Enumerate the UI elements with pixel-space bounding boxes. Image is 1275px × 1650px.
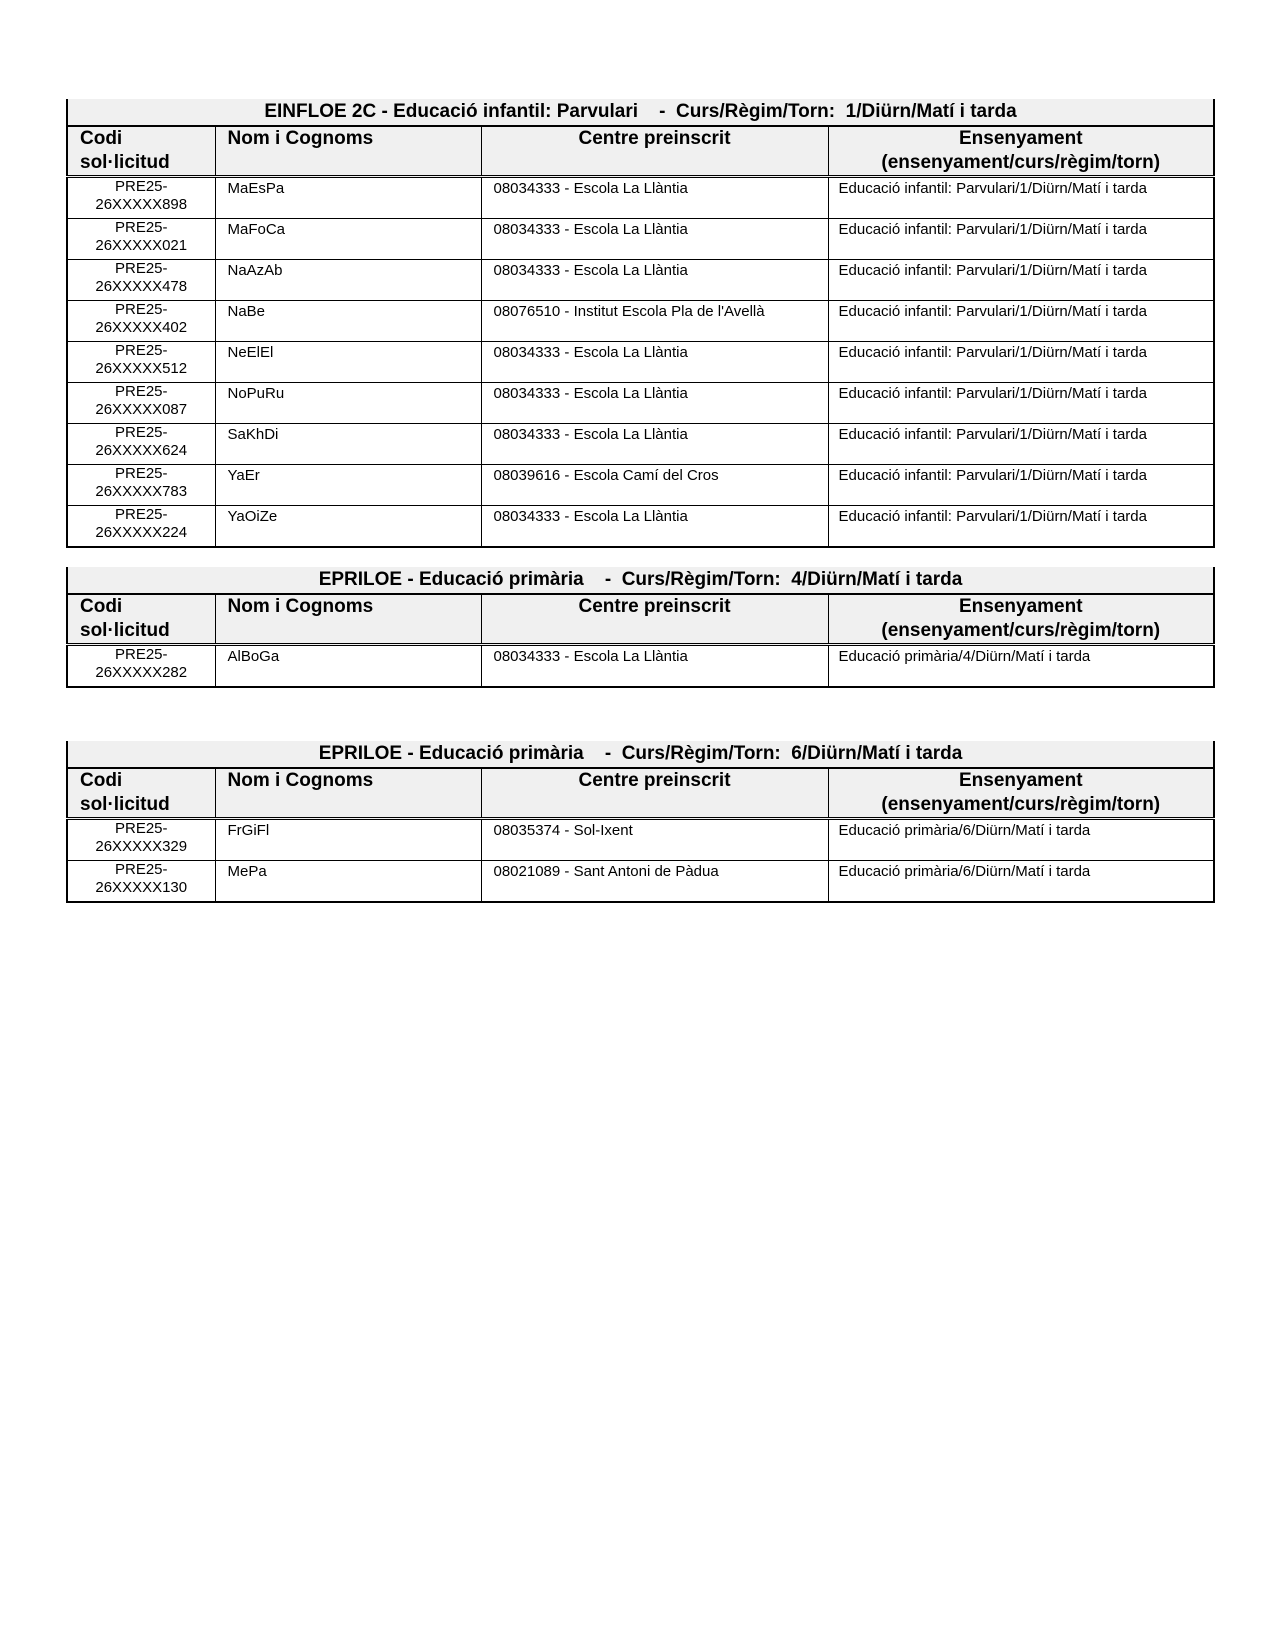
teaching: Educació infantil: Parvulari/1/Diürn/Matí i tarda — [828, 260, 1214, 301]
table-row — [67, 819, 1214, 861]
centre: 08034333 - Escola La Llàntia — [481, 177, 828, 219]
centre: 08076510 - Institut Escola Pla de l'Avellà — [481, 301, 828, 342]
teaching: Educació primària/6/Diürn/Matí i tarda — [828, 819, 1214, 861]
request-code: PRE25- 26XXXXX512 — [67, 342, 215, 383]
centre: 08034333 - Escola La Llàntia — [481, 260, 828, 301]
centre: 08034333 - Escola La Llàntia — [481, 219, 828, 260]
student-name: MePa — [215, 861, 481, 903]
teaching: Educació infantil: Parvulari/1/Diürn/Matí i tarda — [828, 424, 1214, 465]
admissions-table-epriloe-6 — [66, 741, 1215, 903]
teaching: Educació infantil: Parvulari/1/Diürn/Matí i tarda — [828, 177, 1214, 219]
student-name: NaAzAb — [215, 260, 481, 301]
column-header-code: Codi sol·licitud — [67, 594, 215, 645]
centre: 08034333 - Escola La Llàntia — [481, 383, 828, 424]
admissions-table-einfloe-2c — [66, 99, 1215, 548]
column-header-centre: Centre preinscrit — [481, 594, 828, 645]
centre: 08034333 - Escola La Llàntia — [481, 506, 828, 548]
column-header-teaching: Ensenyament (ensenyament/curs/règim/torn) — [828, 768, 1214, 819]
table-row — [67, 219, 1214, 260]
table-row — [67, 645, 1214, 688]
student-name: MaEsPa — [215, 177, 481, 219]
student-name: YaEr — [215, 465, 481, 506]
teaching: Educació infantil: Parvulari/1/Diürn/Matí i tarda — [828, 465, 1214, 506]
table-row — [67, 260, 1214, 301]
table-row — [67, 506, 1214, 548]
request-code: PRE25- 26XXXXX478 — [67, 260, 215, 301]
teaching: Educació infantil: Parvulari/1/Diürn/Matí i tarda — [828, 383, 1214, 424]
teaching: Educació infantil: Parvulari/1/Diürn/Matí i tarda — [828, 342, 1214, 383]
request-code: PRE25- 26XXXXX898 — [67, 177, 215, 219]
centre: 08035374 - Sol-Ixent — [481, 819, 828, 861]
table-row — [67, 177, 1214, 219]
column-header-centre: Centre preinscrit — [481, 126, 828, 177]
teaching: Educació primària/4/Diürn/Matí i tarda — [828, 645, 1214, 688]
centre: 08034333 - Escola La Llàntia — [481, 645, 828, 688]
centre: 08039616 - Escola Camí del Cros — [481, 465, 828, 506]
student-name: NoPuRu — [215, 383, 481, 424]
request-code: PRE25- 26XXXXX402 — [67, 301, 215, 342]
request-code: PRE25- 26XXXXX783 — [67, 465, 215, 506]
column-header-code: Codi sol·licitud — [67, 126, 215, 177]
column-header-teaching: Ensenyament (ensenyament/curs/règim/torn) — [828, 126, 1214, 177]
request-code: PRE25- 26XXXXX087 — [67, 383, 215, 424]
table-row — [67, 383, 1214, 424]
admissions-table-epriloe-4 — [66, 567, 1215, 688]
column-header-name: Nom i Cognoms — [215, 768, 481, 819]
student-name: AlBoGa — [215, 645, 481, 688]
teaching: Educació infantil: Parvulari/1/Diürn/Matí i tarda — [828, 301, 1214, 342]
column-header-code: Codi sol·licitud — [67, 768, 215, 819]
request-code: PRE25- 26XXXXX282 — [67, 645, 215, 688]
request-code: PRE25- 26XXXXX329 — [67, 819, 215, 861]
table-row — [67, 342, 1214, 383]
teaching: Educació primària/6/Diürn/Matí i tarda — [828, 861, 1214, 903]
table-row — [67, 424, 1214, 465]
student-name: NeElEl — [215, 342, 481, 383]
student-name: SaKhDi — [215, 424, 481, 465]
student-name: NaBe — [215, 301, 481, 342]
table-row — [67, 301, 1214, 342]
student-name: MaFoCa — [215, 219, 481, 260]
teaching: Educació infantil: Parvulari/1/Diürn/Matí i tarda — [828, 219, 1214, 260]
request-code: PRE25- 26XXXXX021 — [67, 219, 215, 260]
table-row — [67, 465, 1214, 506]
request-code: PRE25- 26XXXXX224 — [67, 506, 215, 548]
table-title: EPRILOE - Educació primària - Curs/Règim/Torn: 6/Diürn/Matí i tarda — [67, 741, 1214, 768]
column-header-name: Nom i Cognoms — [215, 594, 481, 645]
table-title: EINFLOE 2C - Educació infantil: Parvulari - Curs/Règim/Torn: 1/Diürn/Matí i tarda — [67, 99, 1214, 126]
request-code: PRE25- 26XXXXX624 — [67, 424, 215, 465]
column-header-centre: Centre preinscrit — [481, 768, 828, 819]
table-title: EPRILOE - Educació primària - Curs/Règim/Torn: 4/Diürn/Matí i tarda — [67, 567, 1214, 594]
column-header-name: Nom i Cognoms — [215, 126, 481, 177]
table-row — [67, 861, 1214, 903]
student-name: YaOiZe — [215, 506, 481, 548]
request-code: PRE25- 26XXXXX130 — [67, 861, 215, 903]
centre: 08034333 - Escola La Llàntia — [481, 342, 828, 383]
teaching: Educació infantil: Parvulari/1/Diürn/Matí i tarda — [828, 506, 1214, 548]
column-header-teaching: Ensenyament (ensenyament/curs/règim/torn) — [828, 594, 1214, 645]
student-name: FrGiFl — [215, 819, 481, 861]
centre: 08021089 - Sant Antoni de Pàdua — [481, 861, 828, 903]
centre: 08034333 - Escola La Llàntia — [481, 424, 828, 465]
